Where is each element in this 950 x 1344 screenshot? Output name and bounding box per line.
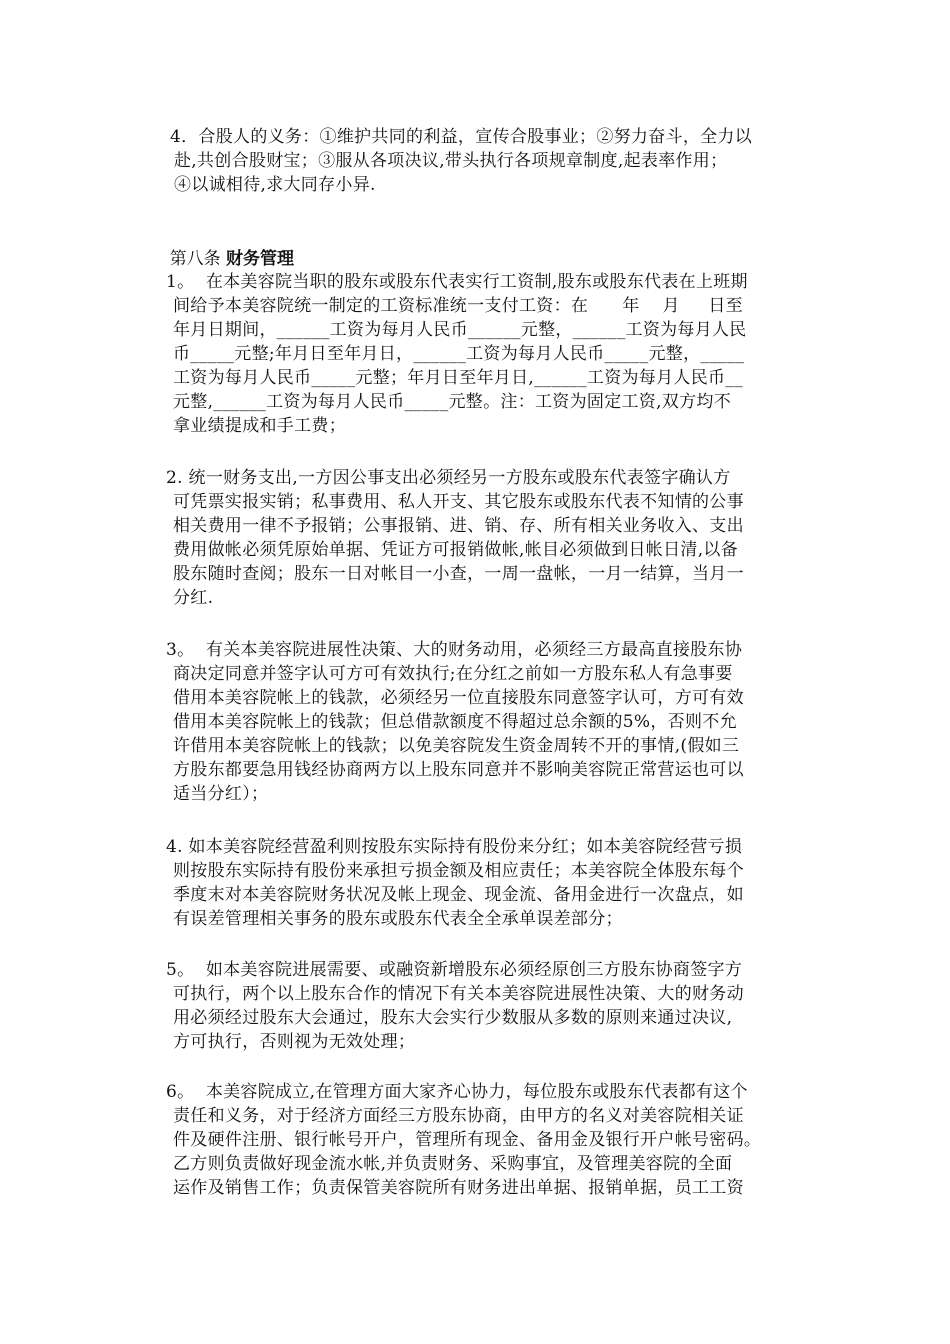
paragraph-line: 3。 有关本美容院进展性决策、大的财务动用，必须经三方最高直接股东协 <box>166 640 743 660</box>
paragraph-line: 乙方则负责做好现金流水帐,并负责财务、采购事宜，及管理美容院的全面 <box>173 1154 733 1174</box>
paragraph-line: 拿业绩提成和手工费； <box>173 416 346 436</box>
clause-5-paragraph <box>166 958 744 1054</box>
article-title: 财务管理 <box>226 249 295 269</box>
paragraph-line: 5。 如本美容院进展需要、或融资新增股东必须经原创三方股东协商签字方 <box>166 960 743 980</box>
paragraph-line: ④以诚相待,求大同存小异. <box>174 175 376 195</box>
paragraph-line: 商决定同意并签字认可方可有效执行;在分红之前如一方股东私人有急事要 <box>173 664 733 684</box>
paragraph-line: 元整,______工资为每月人民币_____元整。注：工资为固定工资,双方均不 <box>173 392 732 412</box>
paragraph-line: 方可执行，否则视为无效处理； <box>173 1032 416 1052</box>
paragraph-line: 方股东都要急用钱经协商两方以上股东同意并不影响美容院正常营运也可以 <box>173 760 744 780</box>
clause-4-paragraph <box>166 835 744 931</box>
paragraph-line: 可凭票实报实销；私事费用、私人开支、其它股东或股东代表不知情的公事 <box>173 492 744 512</box>
clause-6-paragraph <box>166 1080 761 1200</box>
paragraph-line: 运作及销售工作；负责保管美容院所有财务进出单据、报销单据，员工工资 <box>173 1178 744 1198</box>
clause-3-paragraph <box>166 638 744 806</box>
paragraph-line: 借用本美容院帐上的钱款，必须经另一位直接股东同意签字认可，方可有效 <box>173 688 744 708</box>
paragraph-line: 间给予本美容院统一制定的工资标准统一支付工资：在 年 月 日至 <box>173 296 743 316</box>
paragraph-line: 则按股东实际持有股份来承担亏损金额及相应责任；本美容院全体股东每个 <box>173 861 744 881</box>
paragraph-line: 赴,共创合股财宝；③服从各项决议,带头执行各项规章制度,起表率作用； <box>174 151 728 171</box>
paragraph-line: 相关费用一律不予报销；公事报销、进、销、存、所有相关业务收入、支出 <box>173 516 744 536</box>
paragraph-line: 年月日期间，______工资为每月人民币______元整，______工资为每月人民 <box>173 320 747 340</box>
clause-2-paragraph <box>166 466 744 610</box>
paragraph-line: 费用做帐必须凭原始单据、凭证方可报销做帐,帐目必须做到日帐日清,以备 <box>173 540 739 560</box>
paragraph-line: 件及硬件注册、银行帐号开户，管理所有现金、备用金及银行开户帐号密码。 <box>173 1130 762 1150</box>
paragraph-line: 4. 如本美容院经营盈利则按股东实际持有股份来分红；如本美容院经营亏损 <box>166 837 743 857</box>
paragraph-line: 可执行，两个以上股东合作的情况下有关本美容院进展性决策、大的财务动 <box>173 984 744 1004</box>
paragraph-line: 用必须经过股东大会通过，股东大会实行少数服从多数的原则来通过决议, <box>173 1008 733 1028</box>
paragraph-line: 季度末对本美容院财务状况及帐上现金、现金流、备用金进行一次盘点，如 <box>173 885 744 905</box>
paragraph-line: 借用本美容院帐上的钱款；但总借款额度不得超过总余额的5%，否则不允 <box>173 712 737 732</box>
paragraph-line: 分红. <box>173 588 214 608</box>
article-number: 第八条 <box>169 249 227 269</box>
paragraph-line: 许借用本美容院帐上的钱款；以免美容院发生资金周转不开的事情,(假如三 <box>173 736 740 756</box>
paragraph-line: 责任和义务，对于经济方面经三方股东协商，由甲方的名义对美容院相关证 <box>173 1106 744 1126</box>
paragraph-line: 6。 本美容院成立,在管理方面大家齐心协力，每位股东或股东代表都有这个 <box>166 1082 748 1102</box>
paragraph-line: 1。 在本美容院当职的股东或股东代表实行工资制,股东或股东代表在上班期 <box>166 272 748 292</box>
paragraph-line: 币_____元整;年月日至年月日，______工资为每月人民币_____元整，_____ <box>173 344 745 364</box>
paragraph-line: 工资为每月人民币_____元整；年月日至年月日,______工资为每月人民币__ <box>173 368 743 388</box>
paragraph-line: 适当分红）； <box>173 784 269 804</box>
paragraph-line: 有误差管理相关事务的股东或股东代表全全承单误差部分； <box>173 909 623 929</box>
partner-duties-paragraph <box>170 125 752 197</box>
paragraph-line: 2. 统一财务支出,一方因公事支出必须经另一方股东或股东代表签字确认方 <box>166 468 731 488</box>
paragraph-line: 股东随时查阅；股东一日对帐目一小查，一周一盘帐，一月一结算，当月一 <box>173 564 744 584</box>
paragraph-line: 4．合股人的义务：①维护共同的利益，宣传合股事业；②努力奋斗，全力以 <box>170 127 753 147</box>
clause-1-paragraph <box>166 270 748 438</box>
